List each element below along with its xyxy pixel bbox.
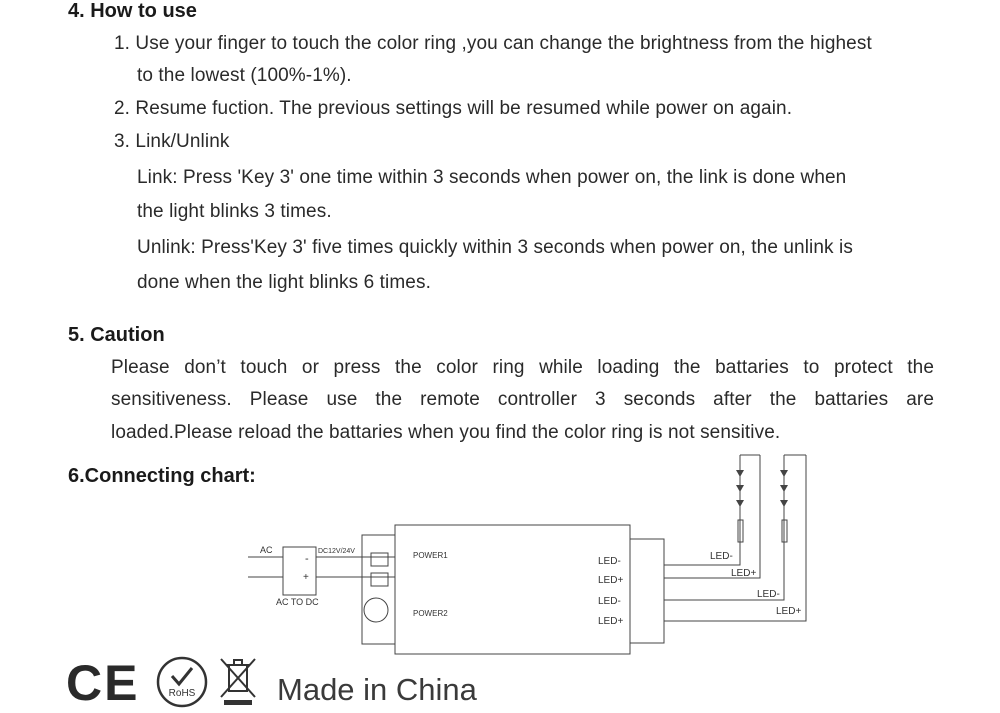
power-port-1 [371, 553, 388, 566]
caution-line-3: loaded.Please reload the battaries when you find the color ring is not sensitive. [111, 422, 781, 443]
item-2: 2. Resume fuction. The previous settings will be resumed while power on again. [114, 98, 793, 119]
output-led-neg-2: LED- [598, 596, 621, 607]
rohs-icon [156, 656, 208, 708]
power-port-2 [371, 573, 388, 586]
plus-label: + [303, 572, 309, 583]
unlink-line-1: Unlink: Press'Key 3' five times quickly within 3 seconds when power on, the unlink is [137, 237, 853, 258]
power1-label: POWER1 [413, 551, 448, 560]
item-1-line-2: to the lowest (100%-1%). [137, 65, 352, 86]
section-5-title: 5. Caution [68, 324, 165, 346]
caution-line-1: Please don’t touch or press the color ring while loading the battaries to protect the [111, 357, 934, 378]
item-1-line-1: 1. Use your finger to touch the color ring ,you can change the brightness from the highest [114, 33, 872, 54]
caution-line-2: sensitiveness. Please use the remote controller 3 seconds after the battaries are [111, 389, 934, 410]
output-led-pos-1: LED+ [598, 575, 624, 586]
ac-label: AC [260, 545, 273, 555]
link-line-2: the light blinks 3 times. [137, 201, 332, 222]
ac-to-dc-label: AC TO DC [276, 597, 319, 607]
output-led-pos-2: LED+ [598, 616, 624, 627]
ac-to-dc-adapter [283, 547, 316, 595]
controller-right-tab [630, 539, 664, 643]
section-4-title: 4. How to use [68, 0, 197, 22]
controller-left-tab [362, 535, 395, 644]
ce-mark-icon: CE [66, 655, 140, 711]
strip-2-led-pos: LED+ [776, 606, 802, 617]
strip-1-led-pos: LED+ [731, 568, 757, 579]
link-line-1: Link: Press 'Key 3' one time within 3 seconds when power on, the link is done when [137, 167, 847, 188]
strip-2-led-neg: LED- [757, 589, 780, 600]
strip-1-led-neg: LED- [710, 551, 733, 562]
color-ring-icon [364, 598, 388, 622]
output-led-neg-1: LED- [598, 556, 621, 567]
section-6-title: 6.Connecting chart: [68, 465, 256, 487]
rohs-label: RoHS [168, 688, 196, 699]
weee-bin-icon [218, 655, 258, 707]
strip-2-led-icons [780, 470, 788, 507]
minus-label: - [305, 553, 309, 565]
connecting-chart-diagram [0, 450, 1000, 660]
controller-body [395, 525, 630, 654]
made-in-china-text: Made in China [277, 672, 477, 707]
dc-voltage-label: DC12V/24V [318, 548, 355, 555]
strip-1-led-icons [736, 470, 744, 507]
item-3: 3. Link/Unlink [114, 131, 230, 152]
unlink-line-2: done when the light blinks 6 times. [137, 272, 431, 293]
power2-label: POWER2 [413, 609, 448, 618]
